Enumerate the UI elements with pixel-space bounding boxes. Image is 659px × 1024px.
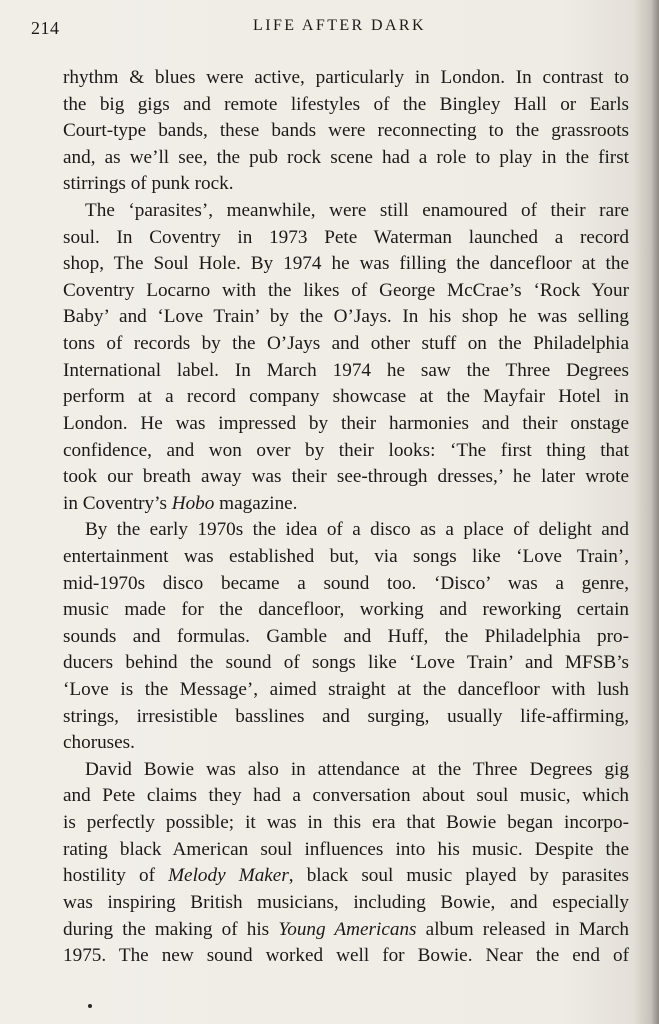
page-edge-shadow — [651, 0, 659, 1024]
text-line: rhythm & blues were active, particularly in London. In contrast to — [63, 67, 629, 88]
text-line: sounds and formulas. Gamble and Huff, the Philadelphia pro- — [63, 625, 629, 647]
text-line: choruses. — [63, 732, 135, 754]
italic-title: Melody Maker — [168, 865, 289, 887]
text-line: ducers behind the sound of songs like ‘Love Train’ and MFSB’s — [63, 652, 629, 674]
italic-title: Hobo — [171, 492, 215, 514]
stray-dot — [88, 1004, 92, 1008]
text-line: and Pete claims they had a conversation about soul music, which — [63, 785, 629, 807]
page-number: 214 — [31, 18, 60, 38]
running-head: LIFE AFTER DARK — [253, 17, 426, 34]
text-line: International label. In March 1974 he saw the Three Degrees — [63, 359, 629, 381]
text-line: during the making of his Young Americans album released in March — [63, 918, 629, 940]
text-line: Baby’ and ‘Love Train’ by the O’Jays. In his shop he was selling — [63, 306, 629, 328]
text-line: strings, irresistible basslines and surging, usually life-affirming, — [63, 705, 629, 727]
text-line: soul. In Coventry in 1973 Pete Waterman launched a record — [63, 226, 629, 248]
text-line: ‘Love is the Message’, aimed straight at the dancefloor with lush — [63, 679, 629, 701]
text-line: in Coventry’s Hobo magazine. — [63, 492, 298, 514]
text-line: took our breath away was their see-through dresses,’ he later wrote — [63, 466, 629, 488]
text-line: music made for the dancefloor, working and reworking certain — [63, 599, 629, 621]
text-line: the big gigs and remote lifestyles of the Bingley Hall or Earls — [63, 93, 629, 115]
text-line: David Bowie was also in attendance at the Three Degrees gig — [85, 758, 629, 780]
text-line: The ‘parasites’, meanwhile, were still enamoured of their rare — [85, 200, 629, 222]
text-line: rating black American soul influences into his music. Despite the — [63, 838, 629, 860]
text-line: London. He was impressed by their harmonies and their onstage — [63, 412, 629, 434]
text-line: Court-type bands, these bands were reconnecting to the grassroots — [63, 120, 629, 142]
text-line: By the early 1970s the idea of a disco as a place of delight and — [85, 519, 629, 541]
text-line: hostility of Melody Maker, black soul music played by parasites — [63, 865, 629, 887]
text-line: and, as we’ll see, the pub rock scene had a role to play in the first — [63, 146, 629, 168]
page-header — [0, 14, 659, 44]
text-line: perform at a record company showcase at the Mayfair Hotel in — [63, 386, 629, 408]
text-line: was inspiring British musicians, including Bowie, and especially — [63, 891, 629, 913]
text-line: tons of records by the O’Jays and other stuff on the Philadelphia — [63, 333, 629, 355]
text-line: shop, The Soul Hole. By 1974 he was filling the dancefloor at the — [63, 253, 629, 275]
text-line: is perfectly possible; it was in this era that Bowie began incorpo- — [63, 812, 629, 834]
text-line: Coventry Locarno with the likes of George McCrae’s ‘Rock Your — [63, 279, 629, 301]
text-line: stirrings of punk rock. — [63, 173, 234, 195]
italic-title: Young Americans — [278, 918, 417, 940]
text-line: 1975. The new sound worked well for Bowie. Near the end of — [63, 945, 629, 967]
body-text — [63, 65, 629, 970]
text-line: mid-1970s disco became a sound too. ‘Disco’ was a genre, — [63, 572, 629, 594]
text-line: entertainment was established but, via songs like ‘Love Train’, — [63, 545, 629, 567]
text-line: confidence, and won over by their looks: ‘The first thing that — [63, 439, 629, 461]
